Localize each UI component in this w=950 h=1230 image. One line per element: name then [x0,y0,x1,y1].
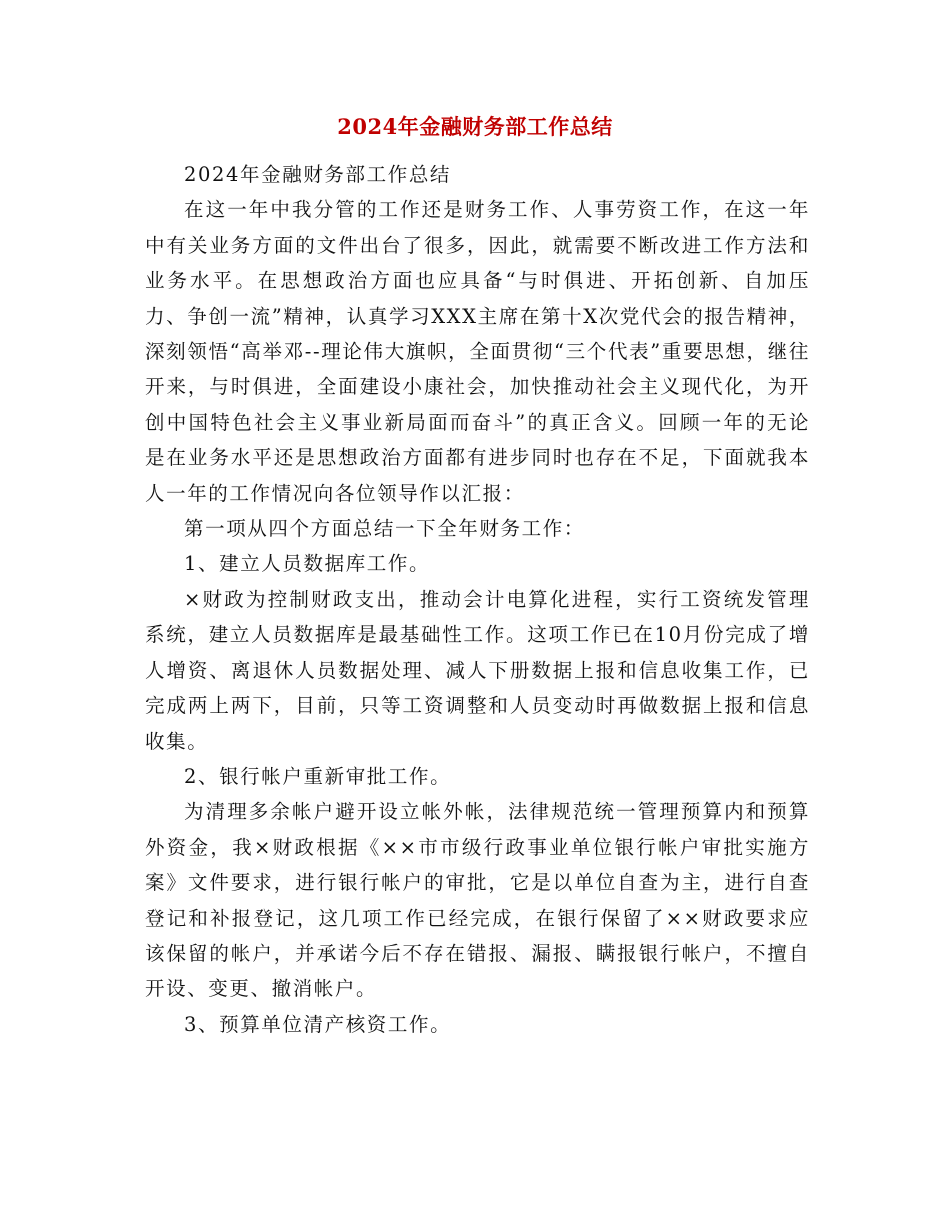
paragraph-heading: 2024年金融财务部工作总结 [184,163,452,186]
paragraph-intro: 在这一年中我分管的工作还是财务工作、人事劳资工作，在这一年中有关业务方面的文件出台了很多，因此，就需要不断改进工作方法和业务水平。在思想政治方面也应具备“与时俱进、开拓创新、自加压力、争创一流”精神，认真学习XXX主席在第十X次党代会的报告精神，深刻领悟“高举邓--理论伟大旗帜，全面贯彻“三个代表”重要思想，继往开来，与时俱进，全面建设小康社会，加快推动社会主义现代化，为开创中国特色社会主义事业新局面而奋斗”的真正含义。回顾一年的无论是在业务水平还是思想政治方面都有进步同时也存在不足，下面就我本人一年的工作情况向各位领导作以汇报： [145,198,810,505]
paragraph-item-1-body: ×财政为控制财政支出，推动会计电算化进程，实行工资统发管理系统，建立人员数据库是最基础性工作。这项工作已在10月份完成了增人增资、离退休人员数据处理、减人下册数据上报和信息收集工作，已完成两上两下，目前，只等工资调整和人员变动时再做数据上报和信息收集。 [145,587,810,753]
paragraph-item-3-heading: 3、预算单位清产核资工作。 [184,1012,452,1036]
paragraph-item-2-body: 为清理多余帐户避开设立帐外帐，法律规范统一管理预算内和预算外资金，我×财政根据《××市市级行政事业单位银行帐户审批实施方案》文件要求，进行银行帐户的审批，它是以单位自查为主，进行自查登记和补报登记，这几项工作已经完成，在银行保留了××财政要求应该保留的帐户，并承诺今后不存在错报、漏报、瞒报银行帐户，不擅自开设、变更、撤消帐户。 [145,800,810,1001]
paragraph-item-2-heading: 2、银行帐户重新审批工作。 [184,764,452,788]
document-title: 2024年金融财务部工作总结 [337,114,613,139]
paragraph-section-one: 第一项从四个方面总结一下全年财务工作： [184,517,585,541]
paragraph-item-1-heading: 1、建立人员数据库工作。 [184,552,431,576]
document-body [145,157,810,1042]
